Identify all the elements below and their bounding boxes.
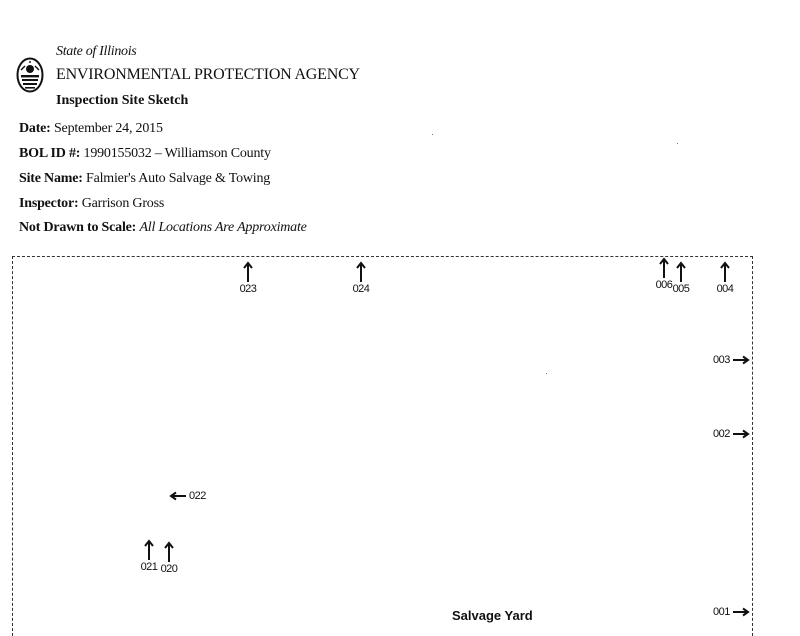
arrow-up-icon xyxy=(149,540,189,564)
scan-speck xyxy=(677,143,678,144)
photo-marker-004 xyxy=(705,260,745,295)
photo-marker-001 xyxy=(713,606,750,618)
arrow-up-icon xyxy=(705,260,745,284)
photo-marker-label: 021 xyxy=(140,561,158,573)
bol-id-field xyxy=(19,146,271,162)
document-title: Inspection Site Sketch xyxy=(56,93,189,108)
photo-marker-002 xyxy=(713,428,750,440)
date-label: Date: xyxy=(19,121,51,136)
photo-marker-label: 006 xyxy=(655,279,673,291)
scan-speck xyxy=(546,373,547,374)
photo-marker-023 xyxy=(228,260,268,295)
date-value: September 24, 2015 xyxy=(53,121,163,136)
photo-marker-003 xyxy=(713,354,750,366)
state-name: State of Illinois xyxy=(56,44,137,59)
bol-id-label: BOL ID #: xyxy=(19,146,81,161)
arrow-right-icon xyxy=(732,429,750,439)
bol-id-value: 1990155032 – Williamson County xyxy=(83,146,271,161)
inspector-value: Garrison Gross xyxy=(81,196,165,211)
photo-marker-022 xyxy=(169,490,206,502)
site-name-field xyxy=(19,171,270,187)
photo-marker-label: 002 xyxy=(713,428,730,440)
arrow-right-icon xyxy=(732,607,750,617)
arrow-right-icon xyxy=(732,355,750,365)
scan-speck xyxy=(432,134,433,135)
scale-note-value: All Locations Are Approximate xyxy=(139,220,307,235)
photo-marker-label: 020 xyxy=(160,563,178,575)
sketch-area-boundary xyxy=(12,256,753,636)
photo-marker-label: 022 xyxy=(189,490,206,502)
arrow-up-icon xyxy=(228,260,268,284)
agency-name: ENVIRONMENTAL PROTECTION AGENCY xyxy=(56,66,360,83)
arrow-up-icon xyxy=(341,260,381,284)
arrow-up-icon xyxy=(661,260,701,284)
salvage-yard-label: Salvage Yard xyxy=(452,608,533,623)
site-name-label: Site Name: xyxy=(19,171,83,186)
photo-marker-label: 024 xyxy=(352,283,370,295)
scale-note-field xyxy=(19,220,307,236)
inspector-field xyxy=(19,196,164,212)
site-name-value: Falmier's Auto Salvage & Towing xyxy=(86,171,271,186)
photo-marker-024 xyxy=(341,260,381,295)
photo-marker-005 xyxy=(661,260,701,295)
photo-marker-label: 004 xyxy=(716,283,734,295)
date-field xyxy=(19,121,163,137)
photo-marker-label: 023 xyxy=(239,283,257,295)
photo-marker-020 xyxy=(149,540,189,575)
illinois-epa-seal-icon xyxy=(16,57,44,93)
photo-marker-label: 001 xyxy=(713,606,730,618)
photo-marker-label: 005 xyxy=(672,283,690,295)
photo-marker-label: 003 xyxy=(713,354,730,366)
scale-note-label: Not Drawn to Scale: xyxy=(19,220,137,235)
arrow-left-icon xyxy=(169,491,187,501)
inspector-label: Inspector: xyxy=(19,196,79,211)
